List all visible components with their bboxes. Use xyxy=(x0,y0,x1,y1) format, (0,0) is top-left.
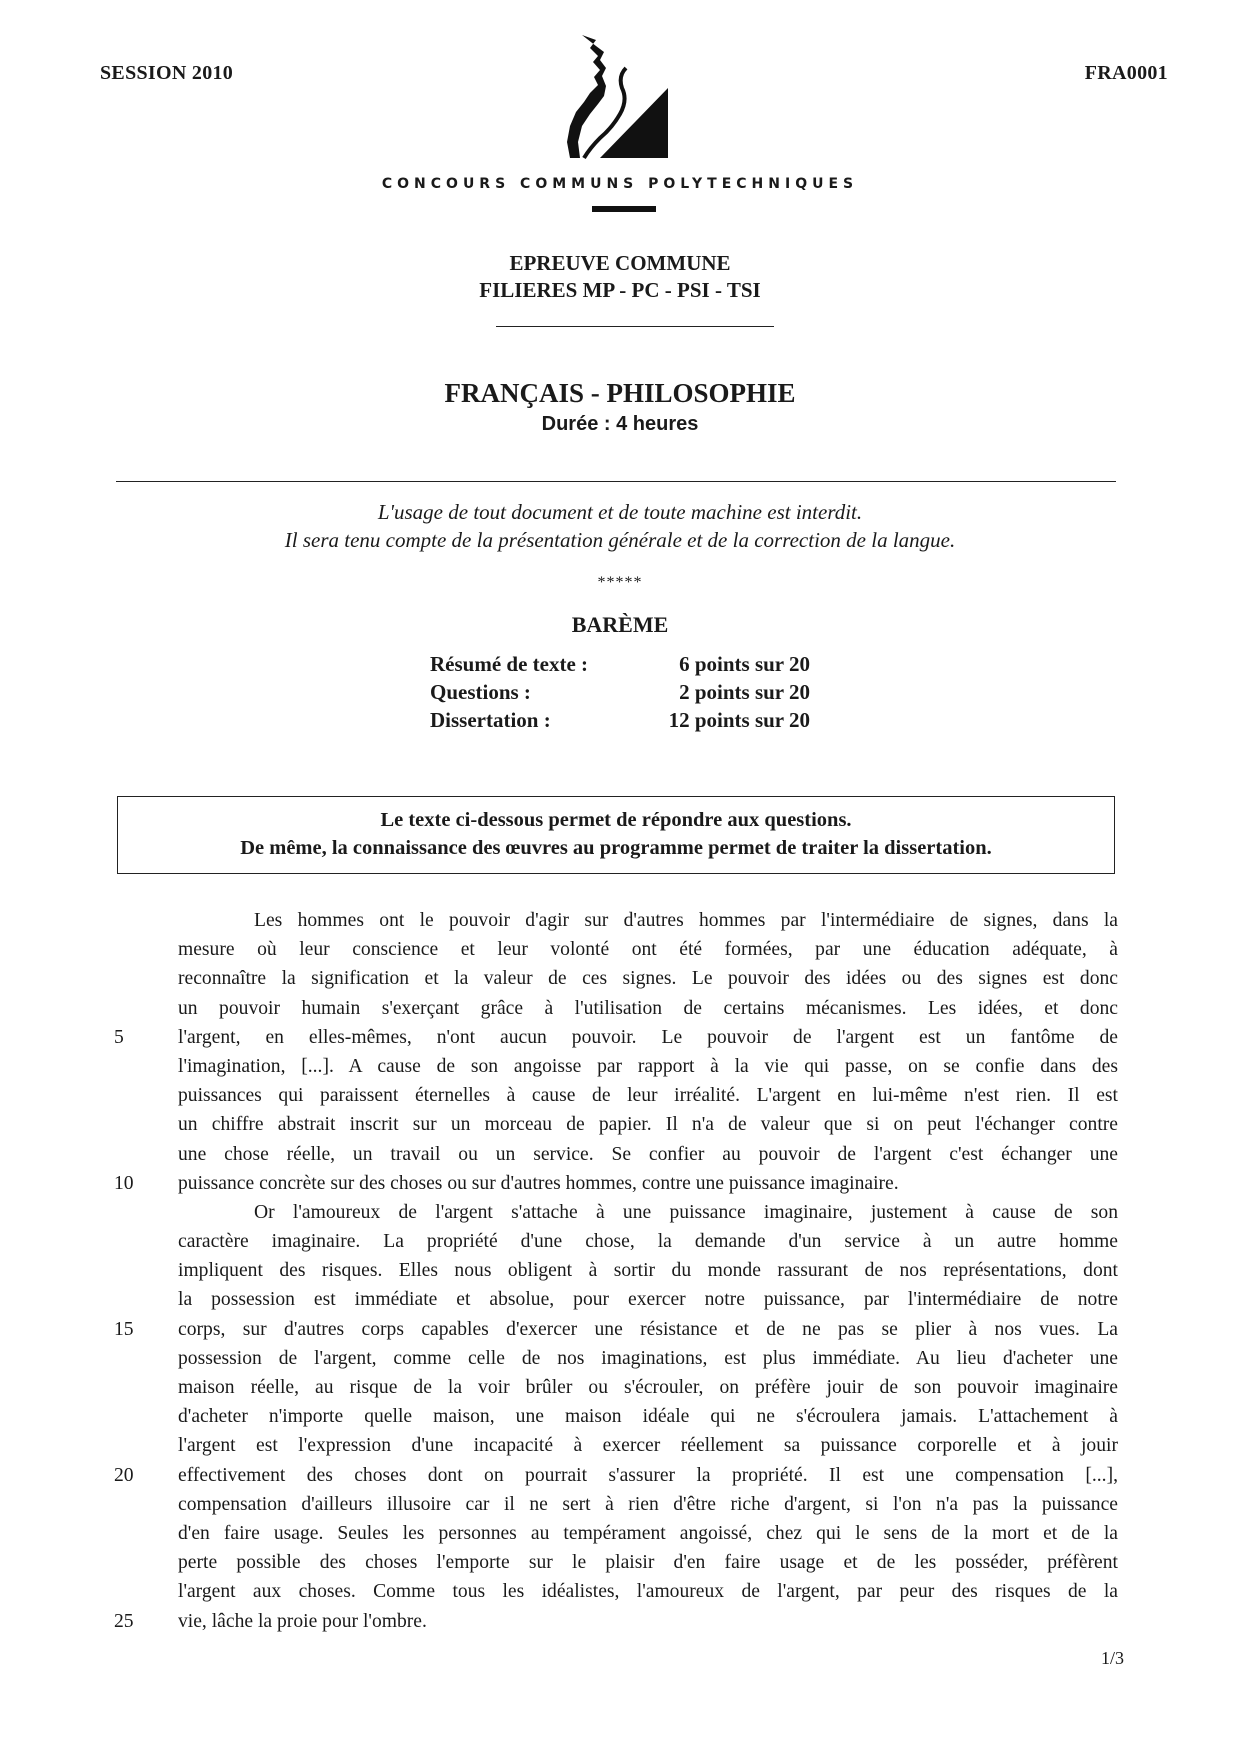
text-line xyxy=(178,1519,1118,1548)
line-number: 10 xyxy=(114,1172,134,1194)
page-number: 1/3 xyxy=(1100,1648,1124,1668)
line-number: 5 xyxy=(114,1026,124,1048)
text-line-content: compensation d'ailleurs illusoire car il ne sert à rien d'être riche d'argent, si l'on n'a pas la puissance xyxy=(178,1493,1118,1515)
text-line-content: puissances qui paraissent éternelles à cause de leur irréalité. L'argent en lui-même n'est rien. Il est xyxy=(178,1085,1118,1107)
text-line xyxy=(178,1548,1118,1577)
text-line xyxy=(178,1227,1118,1256)
info-box xyxy=(117,796,1115,874)
text-line xyxy=(178,1052,1118,1081)
text-line xyxy=(114,1315,1118,1344)
text-line-content: vie, lâche la proie pour l'ombre. xyxy=(178,1610,427,1632)
organization-underline xyxy=(592,206,656,212)
session-label: SESSION 2010 xyxy=(100,62,234,84)
text-line-content: un pouvoir humain s'exerçant grâce à l'utilisation de certains mécanismes. Les idées, et donc xyxy=(178,997,1118,1019)
text-line xyxy=(178,1081,1118,1110)
text-line-content: maison réelle, au risque de la voir brûler ou s'écrouler, on préfère jouir de son pouvoir imaginaire xyxy=(178,1377,1118,1398)
line-number: 20 xyxy=(114,1464,134,1486)
text-line xyxy=(178,1285,1118,1314)
subject-title: FRANÇAIS - PHILOSOPHIE xyxy=(444,378,796,408)
text-line xyxy=(178,1140,1118,1169)
bareme-value: 6 points sur 20 xyxy=(679,652,810,676)
text-line xyxy=(178,1431,1118,1460)
exam-code: FRA0001 xyxy=(1084,62,1168,84)
instruction-line: L'usage de tout document et de toute machine est interdit. xyxy=(377,500,863,524)
text-line xyxy=(178,1577,1118,1606)
text-line xyxy=(178,1373,1118,1402)
text-line-content: mesure où leur conscience et leur volonté ont été formées, par une éducation adéquate, à xyxy=(178,939,1118,961)
text-line xyxy=(178,935,1118,964)
divider-long xyxy=(116,481,1116,482)
text-line xyxy=(178,1256,1118,1285)
bareme-label: Résumé de texte : xyxy=(430,652,589,676)
bareme-value: 2 points sur 20 xyxy=(679,680,810,704)
organization-name: CONCOURS COMMUNS POLYTECHNIQUES xyxy=(381,176,859,192)
text-line xyxy=(114,1169,1118,1198)
bareme-title: BARÈME xyxy=(571,612,669,637)
text-line-content: l'imagination, [...]. A cause de son angoisse par rapport à la vie qui passe, on se confie dans des xyxy=(178,1055,1118,1077)
text-line-content: un chiffre abstrait inscrit sur un morceau de papier. Il n'a de valeur que si on peut l'échanger contre xyxy=(178,1114,1118,1136)
instruction-line: Il sera tenu compte de la présentation générale et de la correction de la langue. xyxy=(284,528,956,552)
bareme-label: Dissertation : xyxy=(430,708,551,732)
text-line-content: d'acheter n'importe quelle maison, une maison idéale qui ne s'écroulera jamais. L'attachement à xyxy=(178,1406,1118,1428)
text-line xyxy=(178,1344,1118,1373)
text-line-content: Les hommes ont le pouvoir d'agir sur d'autres hommes par l'intermédiaire de signes, dans la xyxy=(254,910,1118,931)
text-line-content: l'argent est l'expression d'une incapacité à exercer réellement sa puissance corporelle et à jouir xyxy=(178,1435,1118,1457)
exam-title-block xyxy=(0,250,1240,304)
text-line-content: l'argent, en elles-mêmes, n'ont aucun pouvoir. Le pouvoir de l'argent est un fantôme de xyxy=(178,1026,1118,1048)
text-line-content: caractère imaginaire. La propriété d'une chose, la demande d'un service à un autre homme xyxy=(178,1231,1118,1253)
line-number: 25 xyxy=(114,1610,134,1632)
text-line xyxy=(178,1198,1118,1227)
bareme-value: 12 points sur 20 xyxy=(668,708,810,732)
text-line xyxy=(178,964,1118,993)
text-line-content: possession de l'argent, comme celle de nos imaginations, est plus immédiate. Au lieu d'acheter une xyxy=(178,1347,1118,1369)
text-line xyxy=(178,1402,1118,1431)
line-number: 15 xyxy=(114,1318,134,1340)
text-line-content: une chose réelle, un travail ou un service. Se confier au pouvoir de l'argent c'est échanger une xyxy=(178,1143,1118,1165)
info-box-line: Le texte ci-dessous permet de répondre aux questions. xyxy=(380,809,852,831)
bareme-label: Questions : xyxy=(430,680,531,704)
text-line xyxy=(178,1490,1118,1519)
text-line xyxy=(178,906,1118,935)
text-line-content: reconnaître la signification et la valeur de ces signes. Le pouvoir des idées ou des signes est donc xyxy=(178,968,1118,990)
epreuve-title: EPREUVE COMMUNE xyxy=(509,251,731,275)
text-line-content: impliquent des risques. Elles nous obligent à sortir du monde rassurant de nos représentations, dont xyxy=(178,1260,1118,1282)
text-line-content: Or l'amoureux de l'argent s'attache à une puissance imaginaire, justement à cause de son xyxy=(254,1201,1118,1223)
divider-short xyxy=(496,326,774,327)
text-line-content: corps, sur d'autres corps capables d'exercer une résistance et de ne pas se plier à nos vues. La xyxy=(178,1318,1118,1340)
text-line-content: la possession est immédiate et absolue, pour exercer notre puissance, par l'intermédiaire de notre xyxy=(178,1289,1118,1311)
info-box-line: De même, la connaissance des œuvres au programme permet de traiter la dissertation. xyxy=(240,837,992,859)
text-line-content: puissance concrète sur des choses ou sur d'autres hommes, contre une puissance imaginaire. xyxy=(178,1172,899,1194)
text-line-content: perte possible des choses l'emporte sur le plaisir d'en faire usage et de les posséder, préfèrent xyxy=(178,1552,1118,1574)
profile-faces-logo-icon xyxy=(560,30,720,180)
text-line-content: l'argent aux choses. Comme tous les idéalistes, l'amoureux de l'argent, par peur des risques de la xyxy=(178,1581,1118,1603)
filieres-title: FILIERES MP - PC - PSI - TSI xyxy=(479,278,761,302)
duration-label: Durée : 4 heures xyxy=(541,413,699,435)
text-line xyxy=(178,1110,1118,1139)
text-line xyxy=(114,1607,1118,1636)
text-line-content: effectivement des choses dont on pourrait s'assurer la propriété. Il est une compensation [...], xyxy=(178,1464,1118,1486)
text-line xyxy=(178,994,1118,1023)
passage-text xyxy=(114,906,1118,1636)
text-line xyxy=(114,1461,1118,1490)
separator-stars: ***** xyxy=(597,574,643,591)
text-line-content: d'en faire usage. Seules les personnes au tempérament angoissé, chez qui le sens de la mort et de la xyxy=(178,1522,1118,1544)
instructions xyxy=(0,498,1240,554)
text-line xyxy=(114,1023,1118,1052)
